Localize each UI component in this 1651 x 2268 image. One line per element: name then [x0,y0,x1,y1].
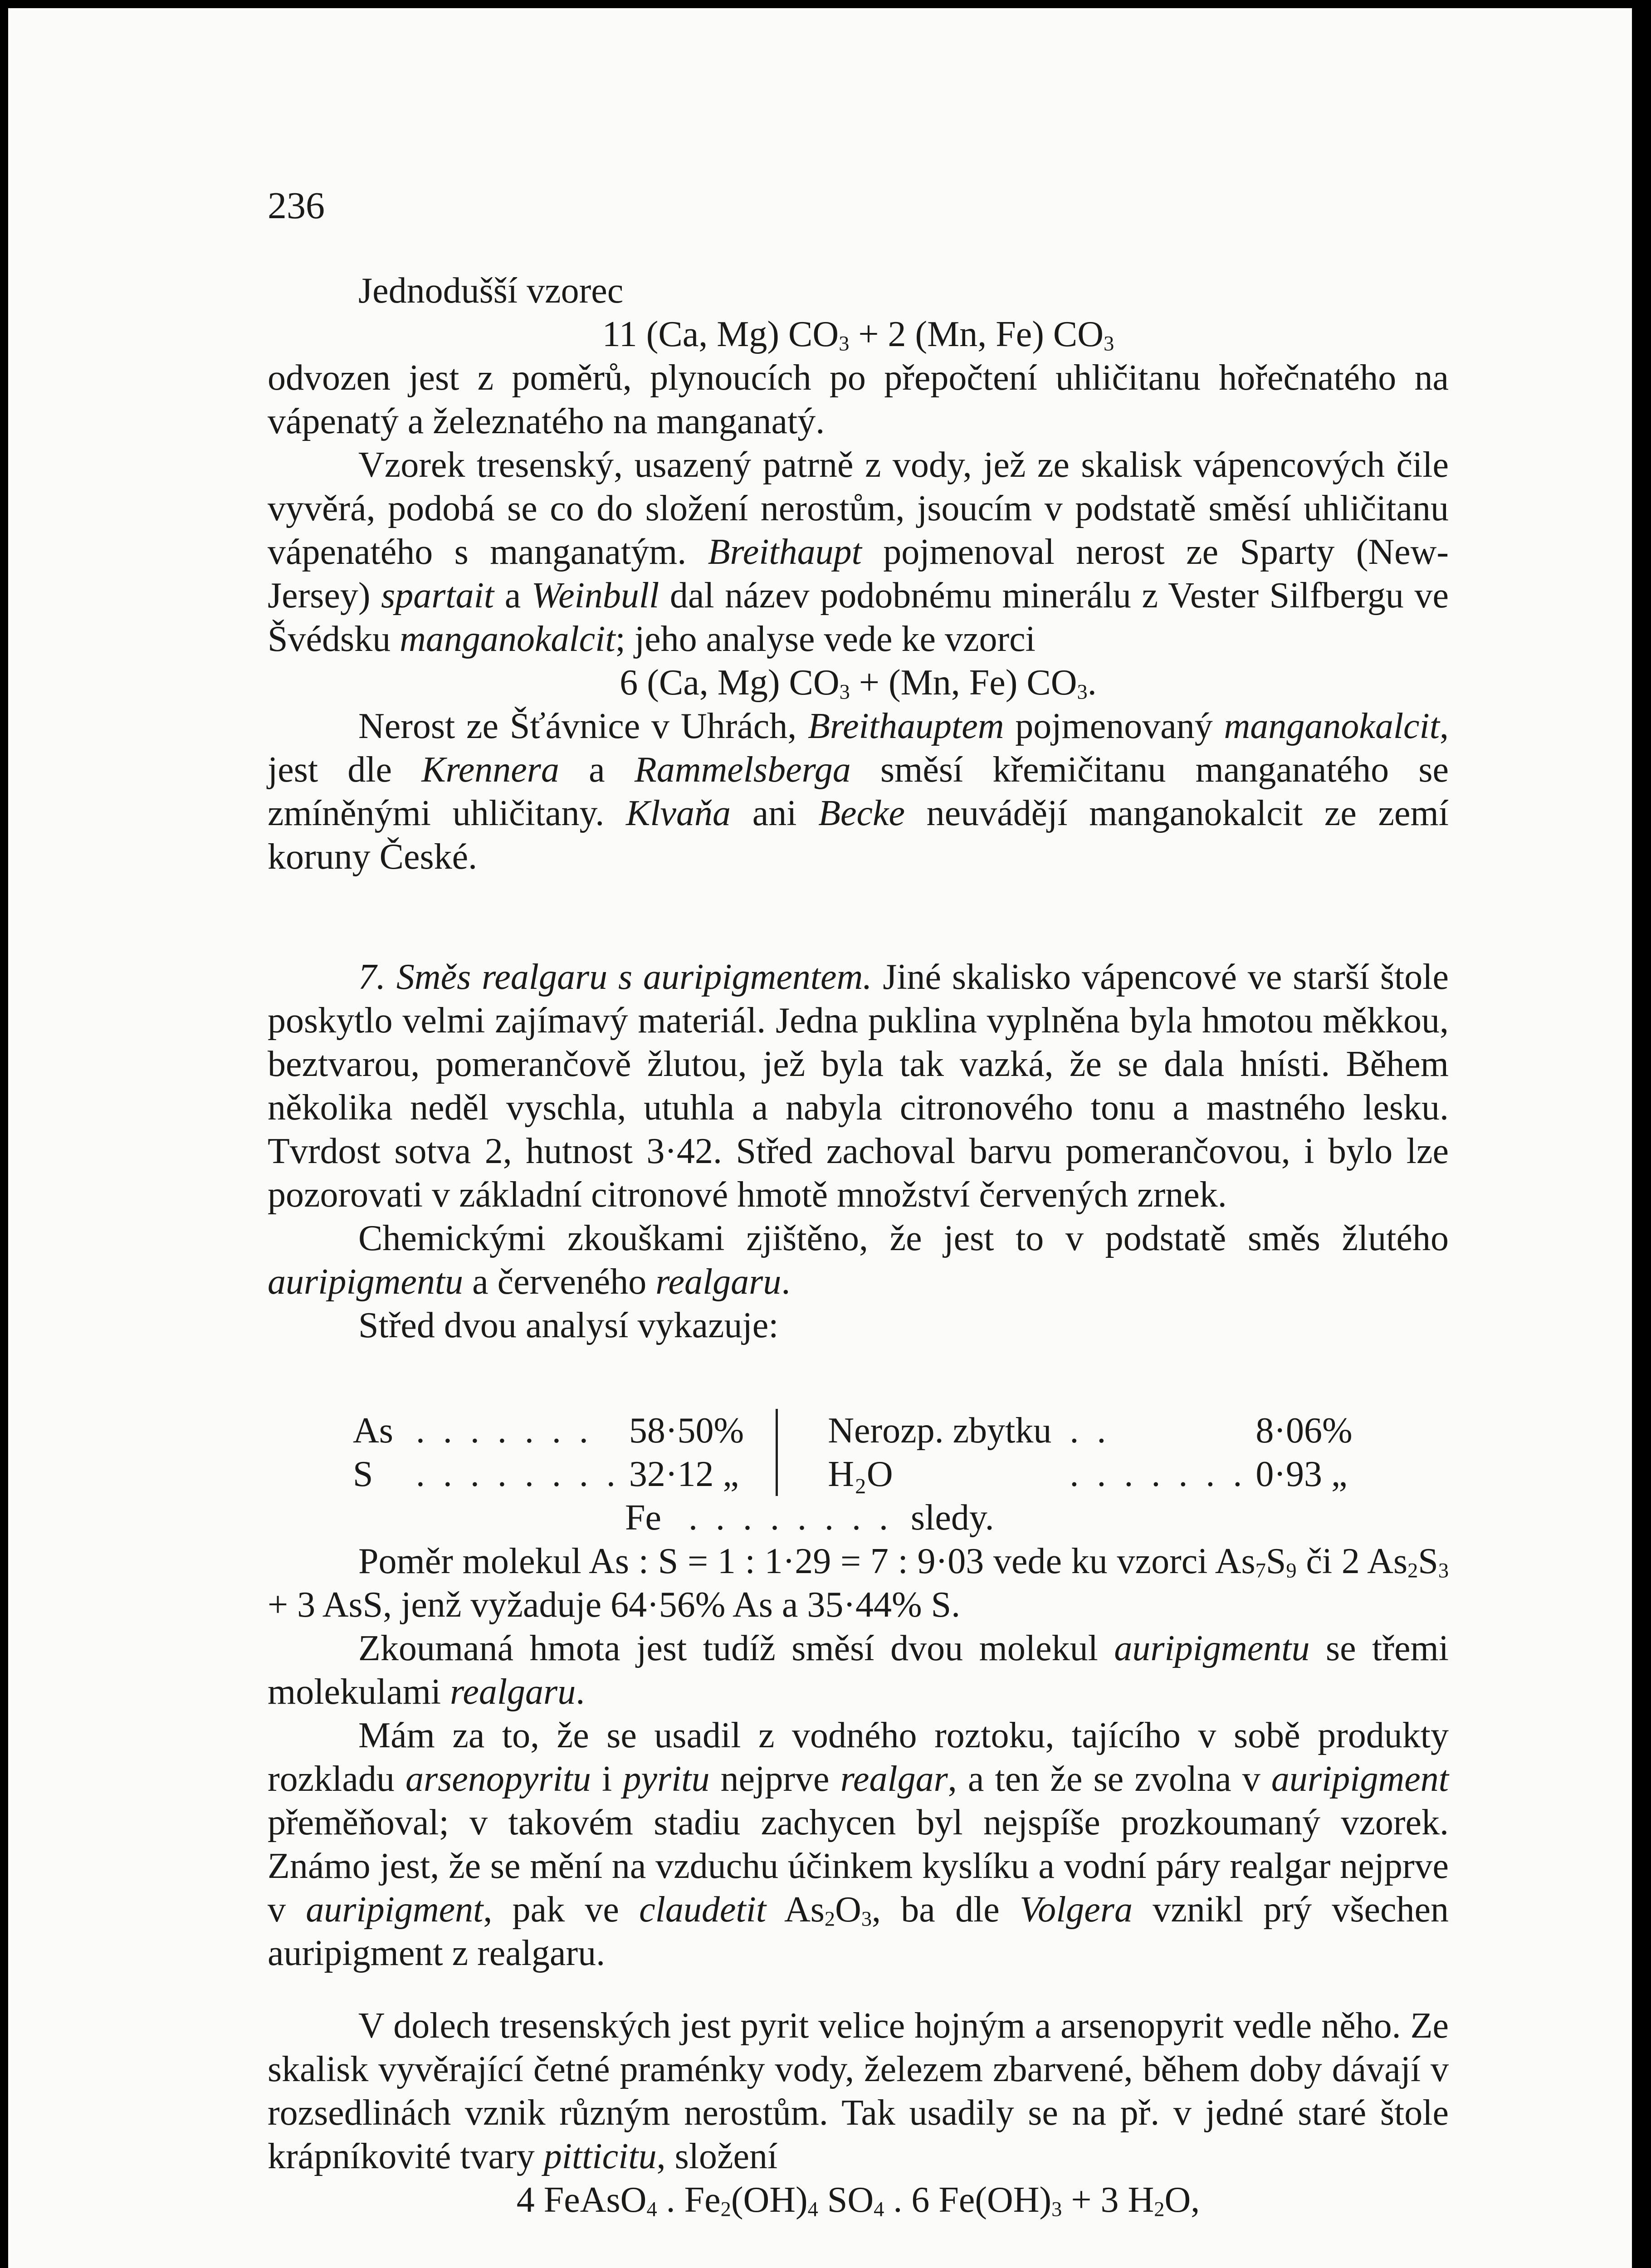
section-heading: 7. Směs realgaru s auripigmentem. [358,957,872,997]
book-page [8,8,1632,2268]
formula-3: 4 FeAsO$_4$ . $Fe_2(OH)_4$ $SO_4$ . 6 $Fe(OH)_3 + 3$ $H_2O$, [516,2180,1200,2221]
formula-2: 6 (Ca, Mg) $CO_3 + (Mn$, Fe) $CO_3$. [620,663,1097,704]
analysis-fe-row: Fe . . . . . . . . sledy. [625,1498,994,1538]
element-label: As [353,1411,393,1451]
paragraph: Mám za to, že se usadil z vodného roztoku, tajícího v sobě produkty rozkladu arsenopyritu i pyritu nejprve realgar, a ten že se zvolna v auripigment přeměňoval; v takovém stadiu zachycen byl nejspíše prozkoumaný vzorek. Známo jest, že se mění na vzduchu účinkem kyslíku a vodní páry realgar nejprve v auripigment, pak ve claudetit $As_2O_3$, ba dle Volgera vznikl prý všechen auripigment z realgaru. [268,1716,1449,1973]
element-label: S [353,1454,373,1494]
table-row: S . . . . . . . . 32·12 „ H₂O . . . . . . . 0·93 „ [353,1452,1353,1496]
element-label: H₂O [777,1452,1052,1496]
page-number: 236 [268,185,325,227]
text-block-2 [268,955,1449,1347]
element-value: 0·93 „ [1255,1454,1348,1494]
paragraph: odvozen jest z poměrů, plynoucích po přepočtení uhličitanu hořečnatého na vápenatý a železnatého na manganatý. [268,358,1449,441]
element-value: 58·50% [629,1411,744,1451]
paragraph: Nerost ze Šťávnice v Uhrách, Breithauptem pojmenovaný manganokalcit, jest dle Krennera a Rammelsberga směsí křemičitanu manganatého se zmíněnými uhličitany. Klvaňa ani Becke neuvádějí manganokalcit ze zemí koruny České. [268,706,1449,877]
table-row: As . . . . . . . 58·50% Nerozp. zbytku . . 8·06% [353,1409,1353,1452]
analysis-table [353,1409,1353,1496]
element-value: 32·12 „ [629,1454,739,1494]
paragraph: Chemickými zkouškami zjištěno, že jest to v podstatě směs žlutého auripigmentu a červeného realgaru. [268,1218,1449,1302]
text-block-1 [268,269,1449,879]
paragraph: Zkoumaná hmota jest tudíž směsí dvou molekul auripigmentu se třemi molekulami realgaru. [268,1628,1449,1712]
section-7-paragraph: 7. Směs realgaru s auripigmentem. Jiné skalisko vápencové ve starší štole poskytlo velmi zajímavý materiál. Jedna puklina vyplněna byla hmotou měkkou, beztvarou, pomerančově žlutou, jež byla tak vazká, že se dala hnísti. Během několika neděl vyschla, utuhla a nabyla citronového tonu a mastného lesku. Tvrdost sotva 2, hutnost 3·42. Střed zachoval barvu pomerančovou, i bylo lze pozorovati v základní citronové hmotě množství červených zrnek. [268,957,1449,1215]
element-value: 8·06% [1255,1411,1353,1451]
paragraph: Vzorek tresenský, usazený patrně z vody, jež ze skalisk vápencových čile vyvěrá, podobá se co do složení nerostům, jsoucím v podstatě směsí uhličitanu vápenatého s manganatým. Breithaupt pojmenoval nerost ze Sparty (New-Jersey) spartait a Weinbull dal název podobnému minerálu z Vester Silfbergu ve Švédsku manganokalcit; jeho analyse vede ke vzorci [268,445,1449,659]
paragraph: Poměr molekul As : S = 1 : 1·29 = 7 : 9·03 vede ku vzorci $As_7S_9$ či 2 $As_2S_3 + 3$ AsS, jenž vyžaduje 64·56% As a 35·44% S. [268,1541,1449,1625]
text-block-3 [268,1540,1449,1975]
element-label: Nerozp. zbytku [777,1409,1052,1452]
paragraph: Střed dvou analysí vykazuje: [358,1305,779,1345]
text-block-4 [268,2004,1449,2222]
formula-1: 11 (Ca, Mg) $CO_3 + 2$ (Mn, Fe) $CO_3$ [602,314,1114,356]
paragraph-intro: Jednodušší vzorec [358,271,624,311]
paragraph: V dolech tresenských jest pyrit velice hojným a arsenopyrit vedle něho. Ze skalisk vyvěrající četné praménky vody, železem zbarvené, během doby dávají v rozsedlinách vznik různým nerostům. Tak usadily se na př. v jedné staré štole krápníkovité tvary pitticitu, složení [268,2006,1449,2176]
